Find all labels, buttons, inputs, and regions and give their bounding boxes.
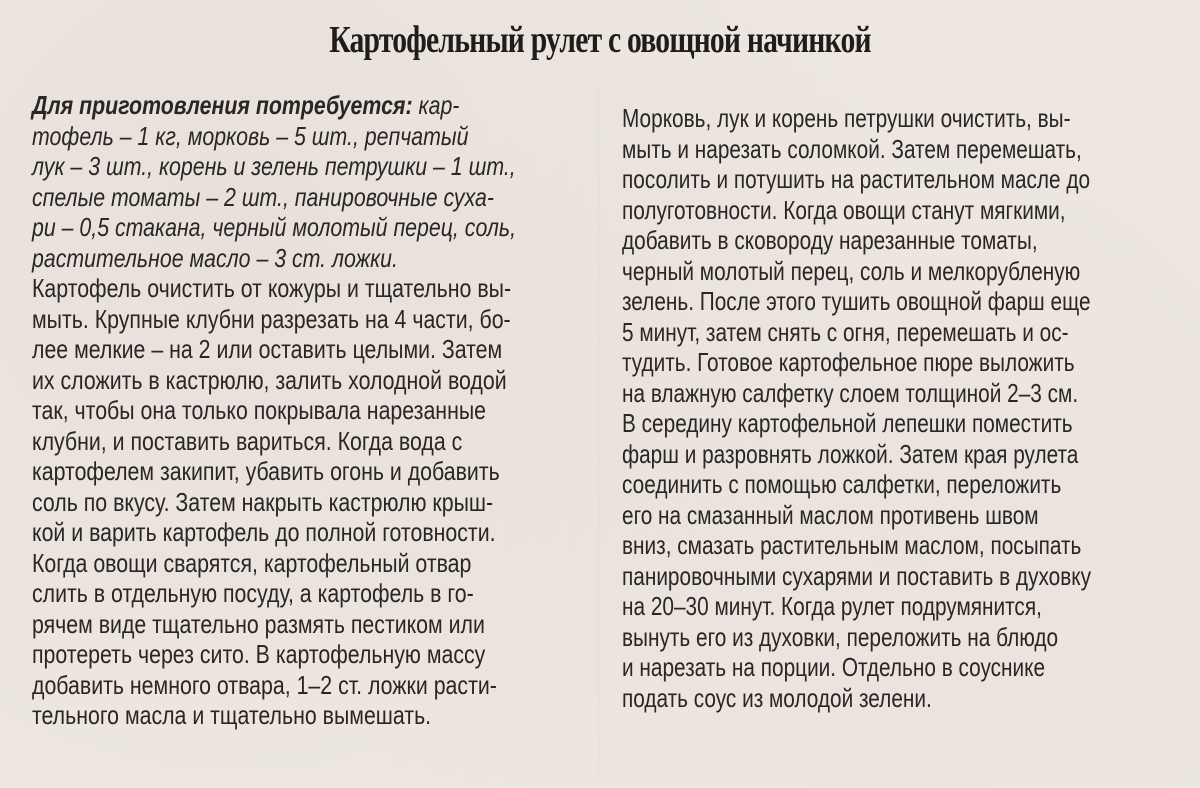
text-line: черный молотый перец, соль и мелкорубленую [622,255,1081,286]
text-line: посолить и потушить на растительном масле до [622,164,1091,194]
text-line: и нарезать на порции. Отдельно в соуснике [622,652,1046,682]
text-line: вынуть его из духовки, переложить на блюдо [622,621,1059,652]
ingredients-line [32,90,491,121]
text-line: так, чтобы она только покрывала нарезанные [32,395,487,425]
text-line: панировочными сухарями и поставить в духовку [622,560,1091,591]
ingredients-line: спелые томаты – 2 шт., панировочные суха- [32,181,494,212]
text-line: Когда овощи сварятся, картофельный отвар [32,547,472,578]
recipe-title: Картофельный рулет с овощной начинкой [329,19,871,61]
text-line: соль по вкусу. Затем накрыть кастрюлю крыш- [32,486,494,517]
text-line: соединить с помощью салфетки, переложить [622,469,1062,499]
text-line: тудить. Готовое картофельное пюре выложить [622,347,1075,377]
text-line: 5 минут, затем снять с огня, перемешать и ос- [622,316,1069,347]
text-line: Картофель очистить от кожуры и тщательно вы- [32,273,512,303]
text-line: мыть и нарезать соломкой. Затем перемешать, [622,133,1082,164]
text-line: клубни, и поставить вариться. Когда вода с [32,425,463,456]
text-line: В середину картофельной лепешки поместить [622,408,1073,438]
right-column [622,103,1177,713]
text-line: зелень. После этого тушить овощной фарш еще [622,286,1091,316]
ingredients-line: ри – 0,5 стакана, черный молотый перец, соль, [32,212,516,242]
ingredients-line: растительное масло – 3 ст. ложки. [32,242,398,273]
text-line: лее мелкие – на 2 или оставить целыми. Затем [32,334,503,364]
text-line: полуготовности. Когда овощи станут мягкими, [622,194,1066,225]
text-line: вниз, смазать растительным маслом, посыпать [622,530,1082,560]
text-line: слить в отдельную посуду, а картофель в го- [32,578,474,608]
text-line: мыть. Крупные клубни разрезать на 4 части, бо- [32,303,511,334]
text-line: Морковь, лук и корень петрушки очистить, вы- [622,103,1071,133]
text-line: рячем виде тщательно размять пестиком или [32,608,485,639]
text-line: добавить в сковороду нарезанные томаты, [622,225,1038,255]
text-line: его на смазанный маслом противень швом [622,499,1039,530]
text-line: картофелем закипит, убавить огонь и добавить [32,456,500,486]
text-line: на 20–30 минут. Когда рулет подрумянится, [622,591,1042,621]
text-line: кой и варить картофель до полной готовности. [32,517,496,547]
text-line: подать соус из молодой зелени. [622,682,932,713]
text-line: фарш и разровнять ложкой. Затем края рулета [622,438,1079,469]
text-line: тельного масла и тщательно вымешать. [32,700,432,730]
column-divider [598,88,599,778]
ingredients-line: лук – 3 шт., корень и зелень петрушки – 1 шт., [32,151,516,181]
ingredients-heading: Для приготовления потребуется: [32,90,413,120]
ingredients-text: кар- [412,90,460,120]
text-line: их сложить в кастрюлю, залить холодной водой [32,364,507,395]
text-line: протереть через сито. В картофельную массу [32,639,486,669]
text-line: добавить немного отвара, 1–2 ст. ложки расти- [32,669,497,700]
ingredients-line: тофель – 1 кг, морковь – 5 шт., репчатый [32,120,469,151]
left-column [32,90,592,731]
text-line: на влажную салфетку слоем толщиной 2–3 см. [622,377,1079,408]
